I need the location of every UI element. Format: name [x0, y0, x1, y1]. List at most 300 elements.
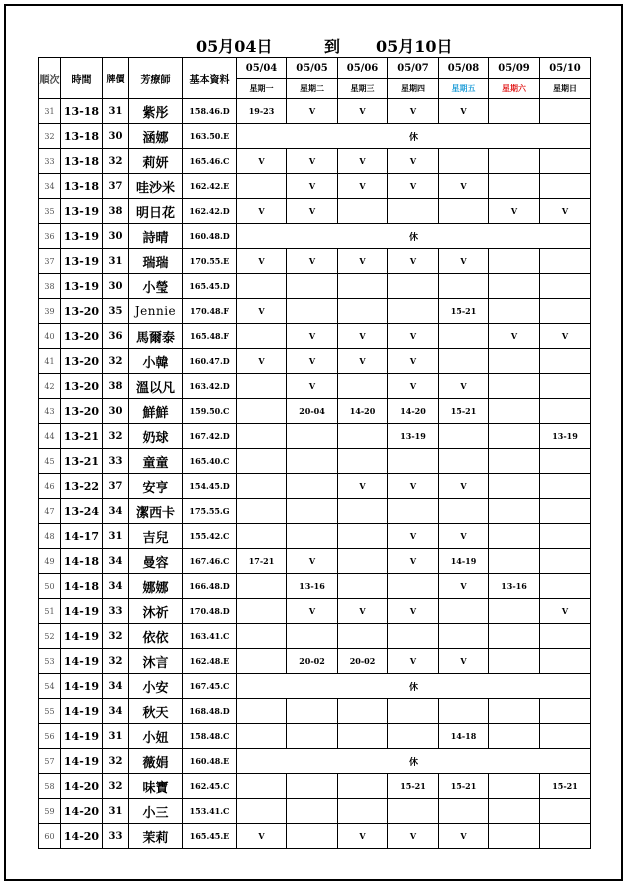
schedule-cell [287, 474, 338, 499]
schedule-cell: V [540, 324, 591, 349]
schedule-cell: V [287, 149, 338, 174]
schedule-cell [439, 274, 489, 299]
row-time: 13-20 [61, 349, 103, 374]
row-number: 48 [39, 524, 61, 549]
row-number: 34 [39, 174, 61, 199]
row-therapist-name: 瑞瑞 [129, 249, 183, 274]
row-price: 32 [103, 149, 129, 174]
schedule-cell: V [388, 649, 439, 674]
row-info: 165.40.C [183, 449, 237, 474]
schedule-cell [237, 449, 287, 474]
row-number: 58 [39, 774, 61, 799]
row-number: 60 [39, 824, 61, 849]
schedule-cell [338, 374, 388, 399]
schedule-cell: V [338, 149, 388, 174]
schedule-cell [237, 774, 287, 799]
row-info: 165.45.E [183, 824, 237, 849]
row-time: 13-19 [61, 274, 103, 299]
table-row [39, 99, 591, 124]
schedule-cell: V [237, 249, 287, 274]
schedule-cell [237, 599, 287, 624]
date-header: 05/07 [388, 58, 439, 79]
schedule-cell [287, 424, 338, 449]
table-row [39, 149, 591, 174]
row-number: 31 [39, 99, 61, 124]
row-therapist-name: 溫以凡 [129, 374, 183, 399]
schedule-cell: V [388, 99, 439, 124]
day-off-cell: 休 [237, 124, 591, 149]
schedule-cell: V [439, 574, 489, 599]
row-price: 35 [103, 299, 129, 324]
table-row [39, 624, 591, 649]
schedule-cell: V [338, 99, 388, 124]
schedule-cell: V [388, 324, 439, 349]
row-info: 154.45.D [183, 474, 237, 499]
row-price: 30 [103, 399, 129, 424]
schedule-cell: V [338, 324, 388, 349]
schedule-cell: V [439, 649, 489, 674]
schedule-cell [338, 549, 388, 574]
schedule-cell: 17-21 [237, 549, 287, 574]
row-time: 13-20 [61, 299, 103, 324]
day-off-cell: 休 [237, 749, 591, 774]
row-number: 55 [39, 699, 61, 724]
row-info: 163.42.D [183, 374, 237, 399]
row-time: 13-22 [61, 474, 103, 499]
row-info: 160.47.D [183, 349, 237, 374]
row-price: 33 [103, 449, 129, 474]
row-price: 33 [103, 824, 129, 849]
schedule-cell: V [338, 249, 388, 274]
schedule-cell [388, 624, 439, 649]
title-end-date: 05月10日 [376, 37, 453, 56]
row-therapist-name: 小三 [129, 799, 183, 824]
row-price: 31 [103, 724, 129, 749]
day-off-cell: 休 [237, 224, 591, 249]
schedule-cell [489, 99, 540, 124]
schedule-cell [439, 149, 489, 174]
schedule-cell [489, 449, 540, 474]
schedule-cell [388, 299, 439, 324]
row-time: 14-19 [61, 599, 103, 624]
title-start-date: 05月04日 [196, 37, 273, 56]
table-row [39, 524, 591, 549]
schedule-cell [338, 724, 388, 749]
schedule-cell [237, 799, 287, 824]
table-row [39, 349, 591, 374]
schedule-cell [388, 449, 439, 474]
row-price: 34 [103, 549, 129, 574]
table-row [39, 424, 591, 449]
row-therapist-name: 小安 [129, 674, 183, 699]
table-row [39, 799, 591, 824]
schedule-cell: V [338, 824, 388, 849]
row-time: 13-21 [61, 449, 103, 474]
schedule-cell: V [439, 249, 489, 274]
row-time: 14-19 [61, 624, 103, 649]
table-row [39, 399, 591, 424]
schedule-cell: V [388, 249, 439, 274]
row-therapist-name: 鮮鮮 [129, 399, 183, 424]
schedule-cell: V [439, 174, 489, 199]
schedule-cell: V [388, 474, 439, 499]
schedule-cell [388, 199, 439, 224]
row-time: 14-18 [61, 574, 103, 599]
schedule-cell [540, 824, 591, 849]
schedule-cell [489, 649, 540, 674]
date-header: 05/05 [287, 58, 338, 79]
schedule-cell: V [540, 199, 591, 224]
schedule-cell [489, 149, 540, 174]
row-therapist-name: 小妞 [129, 724, 183, 749]
schedule-cell [338, 799, 388, 824]
schedule-cell: 20-02 [338, 649, 388, 674]
schedule-cell [388, 574, 439, 599]
row-therapist-name: 明日花 [129, 199, 183, 224]
schedule-cell [287, 799, 338, 824]
schedule-cell [237, 324, 287, 349]
schedule-cell [237, 424, 287, 449]
schedule-cell: 14-20 [338, 399, 388, 424]
row-price: 34 [103, 699, 129, 724]
row-number: 38 [39, 274, 61, 299]
schedule-cell: 15-21 [388, 774, 439, 799]
row-number: 51 [39, 599, 61, 624]
row-price: 31 [103, 524, 129, 549]
schedule-cell [540, 374, 591, 399]
table-row [39, 449, 591, 474]
schedule-cell [237, 649, 287, 674]
day-off-cell: 休 [237, 674, 591, 699]
schedule-cell [540, 399, 591, 424]
schedule-cell [489, 424, 540, 449]
table-row [39, 699, 591, 724]
row-therapist-name: 曼容 [129, 549, 183, 574]
row-therapist-name: 安亨 [129, 474, 183, 499]
schedule-cell [338, 499, 388, 524]
row-number: 41 [39, 349, 61, 374]
schedule-cell: V [388, 349, 439, 374]
row-therapist-name: 沐祈 [129, 599, 183, 624]
schedule-cell [489, 374, 540, 399]
header-seq: 順次 [39, 58, 61, 99]
schedule-cell [338, 699, 388, 724]
row-number: 40 [39, 324, 61, 349]
schedule-cell [489, 774, 540, 799]
table-row [39, 674, 591, 699]
row-time: 14-19 [61, 674, 103, 699]
row-therapist-name: 薇娟 [129, 749, 183, 774]
table-row [39, 274, 591, 299]
row-info: 166.48.D [183, 574, 237, 599]
schedule-cell [540, 724, 591, 749]
row-time: 13-18 [61, 124, 103, 149]
schedule-cell [388, 799, 439, 824]
row-number: 43 [39, 399, 61, 424]
weekday-header: 星期日 [540, 79, 591, 99]
row-price: 34 [103, 499, 129, 524]
row-price: 34 [103, 574, 129, 599]
row-price: 30 [103, 124, 129, 149]
table-row [39, 724, 591, 749]
row-price: 30 [103, 274, 129, 299]
row-therapist-name: 潔西卡 [129, 499, 183, 524]
schedule-cell: 13-19 [540, 424, 591, 449]
schedule-cell: 15-21 [439, 399, 489, 424]
table-row [39, 199, 591, 224]
schedule-cell [439, 324, 489, 349]
schedule-cell [540, 449, 591, 474]
row-therapist-name: 依依 [129, 624, 183, 649]
schedule-cell [540, 249, 591, 274]
schedule-cell [489, 624, 540, 649]
schedule-cell: V [540, 599, 591, 624]
row-time: 14-17 [61, 524, 103, 549]
schedule-cell: V [287, 249, 338, 274]
row-info: 170.48.D [183, 599, 237, 624]
row-info: 168.48.D [183, 699, 237, 724]
schedule-cell [338, 624, 388, 649]
schedule-cell [540, 99, 591, 124]
row-therapist-name: 涵娜 [129, 124, 183, 149]
row-info: 167.46.C [183, 549, 237, 574]
schedule-table [38, 57, 591, 849]
schedule-cell [489, 799, 540, 824]
schedule-cell [489, 824, 540, 849]
schedule-cell: V [388, 174, 439, 199]
schedule-cell [287, 724, 338, 749]
row-therapist-name: 紫彤 [129, 99, 183, 124]
schedule-cell [388, 499, 439, 524]
row-info: 155.42.C [183, 524, 237, 549]
schedule-cell [540, 574, 591, 599]
schedule-title [0, 34, 629, 54]
schedule-cell: 14-19 [439, 549, 489, 574]
schedule-cell [489, 599, 540, 624]
schedule-cell: 20-02 [287, 649, 338, 674]
schedule-cell [540, 474, 591, 499]
schedule-cell: V [338, 349, 388, 374]
row-time: 14-19 [61, 699, 103, 724]
row-therapist-name: 奶球 [129, 424, 183, 449]
schedule-cell: V [439, 474, 489, 499]
schedule-cell [237, 399, 287, 424]
table-row [39, 324, 591, 349]
schedule-cell [338, 574, 388, 599]
schedule-cell [489, 499, 540, 524]
schedule-cell: V [287, 324, 338, 349]
row-number: 39 [39, 299, 61, 324]
schedule-cell: V [388, 524, 439, 549]
schedule-cell [540, 624, 591, 649]
row-time: 14-19 [61, 724, 103, 749]
schedule-cell [388, 724, 439, 749]
row-number: 52 [39, 624, 61, 649]
schedule-cell: V [287, 199, 338, 224]
row-info: 167.45.C [183, 674, 237, 699]
row-number: 37 [39, 249, 61, 274]
schedule-cell: 14-18 [439, 724, 489, 749]
row-therapist-name: 吉兒 [129, 524, 183, 549]
row-number: 54 [39, 674, 61, 699]
row-info: 158.46.D [183, 99, 237, 124]
schedule-cell [439, 799, 489, 824]
schedule-cell: V [287, 599, 338, 624]
schedule-cell: V [489, 199, 540, 224]
schedule-cell: V [287, 349, 338, 374]
schedule-cell [540, 349, 591, 374]
schedule-cell [237, 374, 287, 399]
row-therapist-name: 詩晴 [129, 224, 183, 249]
row-info: 158.48.C [183, 724, 237, 749]
row-info: 160.48.E [183, 749, 237, 774]
row-info: 162.42.D [183, 199, 237, 224]
row-price: 37 [103, 174, 129, 199]
schedule-cell [338, 274, 388, 299]
schedule-cell [489, 399, 540, 424]
schedule-cell [287, 524, 338, 549]
date-header: 05/04 [237, 58, 287, 79]
schedule-cell [237, 474, 287, 499]
row-time: 13-18 [61, 149, 103, 174]
row-therapist-name: 莉妍 [129, 149, 183, 174]
row-price: 31 [103, 249, 129, 274]
schedule-cell [237, 524, 287, 549]
schedule-cell: V [287, 549, 338, 574]
schedule-cell [287, 274, 338, 299]
schedule-cell: V [388, 374, 439, 399]
schedule-cell: 20-04 [287, 399, 338, 424]
schedule-cell [338, 774, 388, 799]
row-info: 163.50.E [183, 124, 237, 149]
schedule-cell [489, 474, 540, 499]
row-therapist-name: 馬爾泰 [129, 324, 183, 349]
date-header: 05/08 [439, 58, 489, 79]
schedule-cell [540, 274, 591, 299]
schedule-cell [489, 724, 540, 749]
row-price: 38 [103, 199, 129, 224]
row-number: 59 [39, 799, 61, 824]
schedule-cell [287, 299, 338, 324]
table-row [39, 574, 591, 599]
row-time: 13-20 [61, 399, 103, 424]
schedule-cell [439, 624, 489, 649]
row-number: 33 [39, 149, 61, 174]
row-therapist-name: 童童 [129, 449, 183, 474]
schedule-cell [237, 174, 287, 199]
date-header: 05/10 [540, 58, 591, 79]
schedule-cell [439, 499, 489, 524]
row-time: 14-19 [61, 749, 103, 774]
table-row [39, 599, 591, 624]
schedule-cell [540, 149, 591, 174]
schedule-cell [338, 299, 388, 324]
header-price: 牌價 [103, 58, 129, 99]
row-price: 32 [103, 649, 129, 674]
row-time: 14-18 [61, 549, 103, 574]
row-time: 13-18 [61, 174, 103, 199]
table-row [39, 474, 591, 499]
schedule-cell: 15-21 [439, 299, 489, 324]
schedule-cell [237, 724, 287, 749]
schedule-cell [237, 274, 287, 299]
table-row [39, 249, 591, 274]
row-price: 32 [103, 349, 129, 374]
schedule-cell [287, 699, 338, 724]
row-info: 163.41.C [183, 624, 237, 649]
schedule-cell [540, 799, 591, 824]
row-time: 13-19 [61, 224, 103, 249]
date-header: 05/09 [489, 58, 540, 79]
row-price: 36 [103, 324, 129, 349]
row-therapist-name: 味寶 [129, 774, 183, 799]
row-number: 49 [39, 549, 61, 574]
row-info: 160.48.D [183, 224, 237, 249]
table-row [39, 549, 591, 574]
weekday-header: 星期三 [338, 79, 388, 99]
schedule-cell: 15-21 [439, 774, 489, 799]
schedule-cell [489, 299, 540, 324]
row-time: 13-20 [61, 374, 103, 399]
row-info: 159.50.C [183, 399, 237, 424]
schedule-cell: V [388, 824, 439, 849]
table-row [39, 749, 591, 774]
schedule-cell [540, 174, 591, 199]
row-therapist-name: Jennie [129, 299, 183, 324]
schedule-cell: V [338, 474, 388, 499]
schedule-cell: 13-19 [388, 424, 439, 449]
row-price: 32 [103, 424, 129, 449]
schedule-cell [439, 449, 489, 474]
schedule-cell: V [237, 824, 287, 849]
row-info: 162.45.C [183, 774, 237, 799]
row-number: 47 [39, 499, 61, 524]
schedule-cell [540, 299, 591, 324]
table-row [39, 774, 591, 799]
schedule-cell [287, 499, 338, 524]
schedule-cell [237, 699, 287, 724]
weekday-header: 星期五 [439, 79, 489, 99]
schedule-cell: V [338, 174, 388, 199]
row-number: 56 [39, 724, 61, 749]
schedule-cell [489, 524, 540, 549]
row-number: 45 [39, 449, 61, 474]
row-therapist-name: 小瑩 [129, 274, 183, 299]
header-row-dates [39, 58, 591, 79]
schedule-cell [540, 499, 591, 524]
schedule-cell: V [439, 824, 489, 849]
schedule-cell: V [237, 299, 287, 324]
row-time: 13-20 [61, 324, 103, 349]
row-number: 36 [39, 224, 61, 249]
schedule-cell [388, 274, 439, 299]
header-info: 基本資料 [183, 58, 237, 99]
row-info: 170.55.E [183, 249, 237, 274]
weekday-header: 星期六 [489, 79, 540, 99]
row-price: 38 [103, 374, 129, 399]
schedule-cell [338, 524, 388, 549]
schedule-cell [439, 349, 489, 374]
schedule-cell [338, 449, 388, 474]
schedule-cell [439, 199, 489, 224]
row-info: 165.45.D [183, 274, 237, 299]
row-therapist-name: 秋天 [129, 699, 183, 724]
row-therapist-name: 沐言 [129, 649, 183, 674]
schedule-cell [489, 174, 540, 199]
row-time: 13-18 [61, 99, 103, 124]
row-time: 13-19 [61, 249, 103, 274]
row-time: 14-19 [61, 649, 103, 674]
